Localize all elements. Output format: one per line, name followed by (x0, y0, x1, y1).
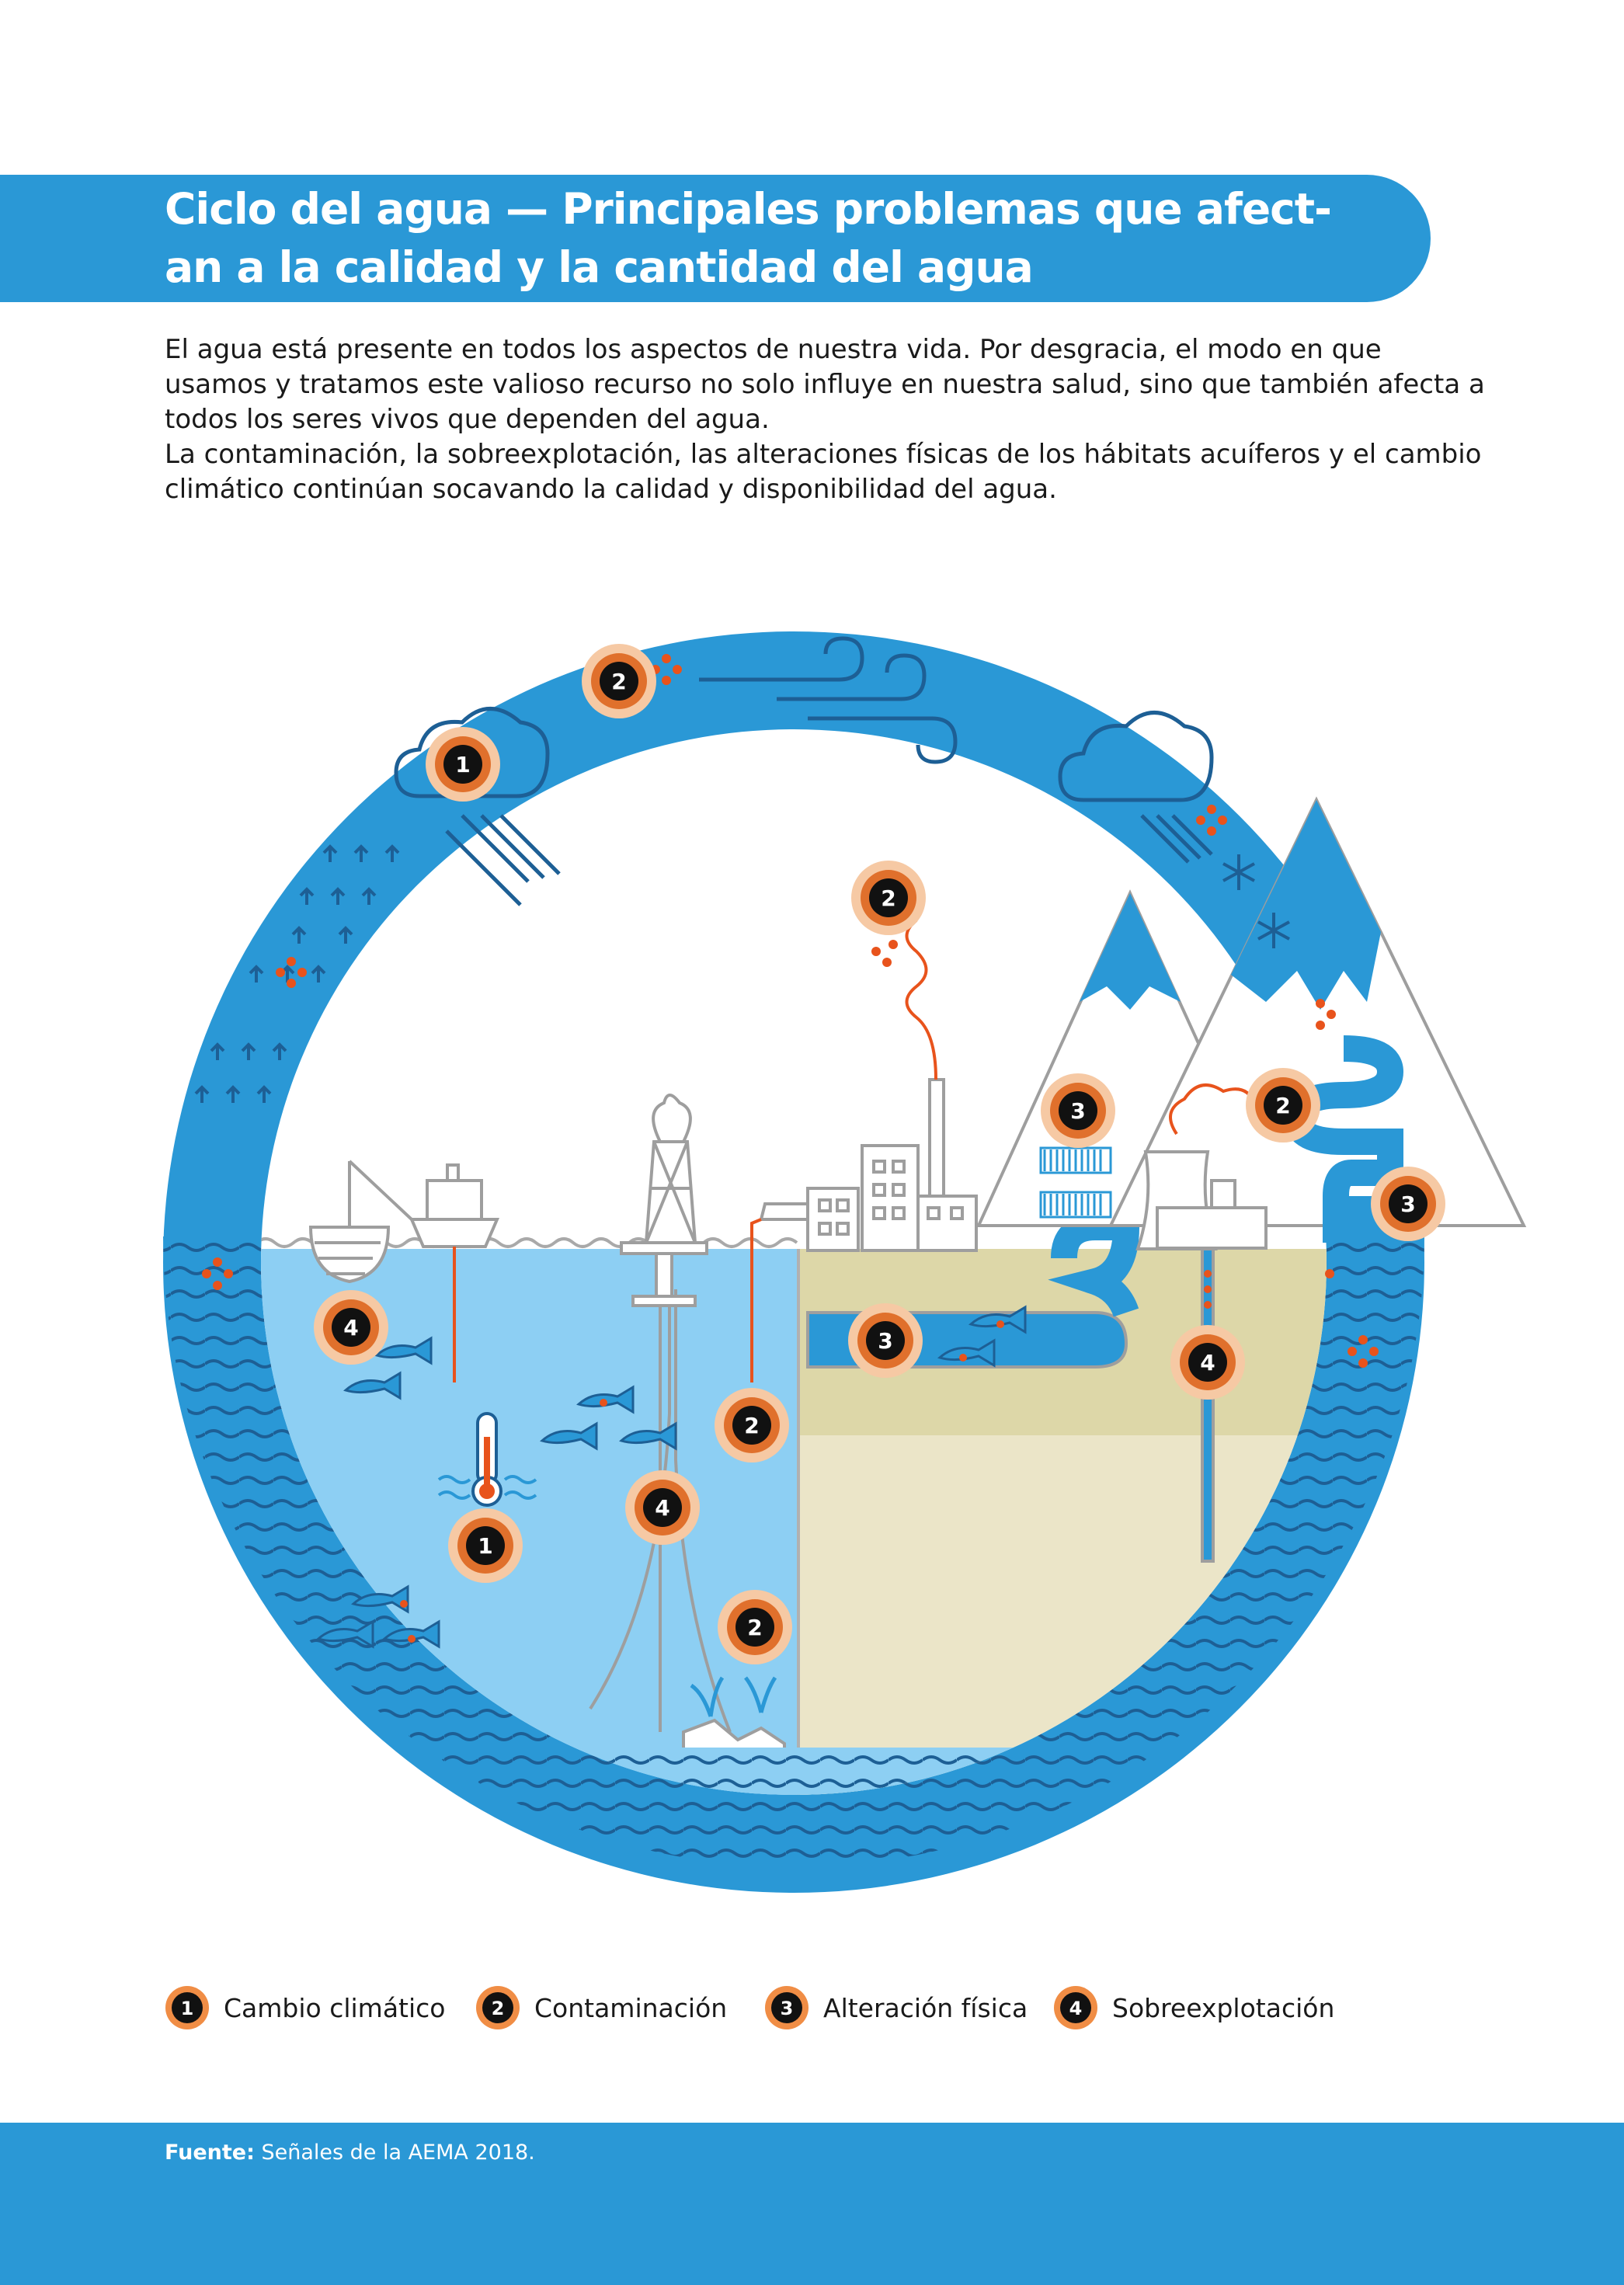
marker-power-plant (1246, 1068, 1320, 1142)
marker-number-sea-left: 4 (343, 1315, 359, 1341)
page-title-line-2: an a la calidad y la cantidad del agua (165, 242, 1033, 292)
legend-badge-1 (165, 1985, 210, 2030)
marker-pipe-outfall (715, 1388, 789, 1462)
intro-paragraph-1: El agua está presente en todos los aspectos de nuestra vida. Por desgracia, el modo en que usamos y tratamos este valioso recurso no solo influye en nuestra salud, sino que también afecta a todos los seres vivos que dependen del agua. (165, 334, 1485, 435)
marker-number-wind: 2 (611, 669, 627, 694)
legend-badge-number-3: 3 (780, 1998, 794, 2019)
legend-item-3 (764, 1984, 1028, 2031)
intro-paragraph-2: La contaminación, la sobreexplotación, las alteraciones físicas de los hábitats acuíferos y el cambio climático continúan socavando la calidad y disponibilidad del agua. (165, 439, 1482, 505)
marker-chimney (851, 861, 926, 935)
marker-underground-river (848, 1303, 923, 1378)
legend-badge-number-4: 4 (1069, 1998, 1083, 2019)
marker-number-power-plant: 2 (1275, 1093, 1291, 1118)
legend-label-1: Cambio climático (224, 1992, 446, 2023)
legend (165, 1984, 1407, 2031)
inner-scene (233, 1227, 1359, 1880)
legend-badge-3 (764, 1985, 809, 2030)
source-label: Fuente: (165, 2141, 255, 2165)
marker-number-seabed: 2 (747, 1615, 763, 1640)
marker-number-oil-rig: 4 (655, 1495, 670, 1521)
legend-item-4 (1053, 1984, 1334, 2031)
marker-number-dam: 3 (1070, 1098, 1086, 1124)
marker-number-underground-river: 3 (878, 1328, 893, 1354)
marker-number-thermometer: 1 (478, 1533, 493, 1559)
marker-cloud-left (426, 727, 500, 802)
legend-label-4: Sobreexplotación (1112, 1992, 1335, 2023)
marker-seabed (718, 1590, 792, 1664)
page-title-line-1: Ciclo del agua — Principales problemas que afect- (165, 184, 1331, 234)
intro-text (165, 332, 1485, 507)
source-text: Señales de la AEMA 2018. (254, 2141, 535, 2165)
marker-number-chimney: 2 (881, 885, 896, 911)
source-note (165, 2141, 535, 2165)
marker-oil-rig (625, 1470, 700, 1545)
marker-thermometer (448, 1508, 523, 1583)
marker-dam (1041, 1073, 1115, 1148)
legend-item-2 (475, 1984, 727, 2031)
marker-sea-left (314, 1290, 388, 1365)
legend-label-2: Contaminación (534, 1992, 728, 2023)
marker-reservoir (1371, 1167, 1445, 1241)
page-title (165, 180, 1376, 297)
marker-number-pipe-outfall: 2 (744, 1413, 760, 1438)
legend-badge-number-1: 1 (180, 1998, 194, 2019)
legend-badge-4 (1053, 1985, 1098, 2030)
marker-wind (582, 644, 656, 718)
legend-label-3: Alteración física (823, 1992, 1028, 2023)
marker-number-reservoir: 3 (1400, 1191, 1416, 1217)
marker-number-well: 4 (1200, 1350, 1215, 1376)
marker-number-cloud-left: 1 (455, 752, 471, 777)
legend-badge-number-2: 2 (491, 1998, 505, 2019)
legend-item-1 (165, 1984, 446, 2031)
legend-badge-2 (475, 1985, 520, 2030)
marker-well (1170, 1325, 1245, 1400)
water-cycle-diagram (0, 559, 1624, 1926)
